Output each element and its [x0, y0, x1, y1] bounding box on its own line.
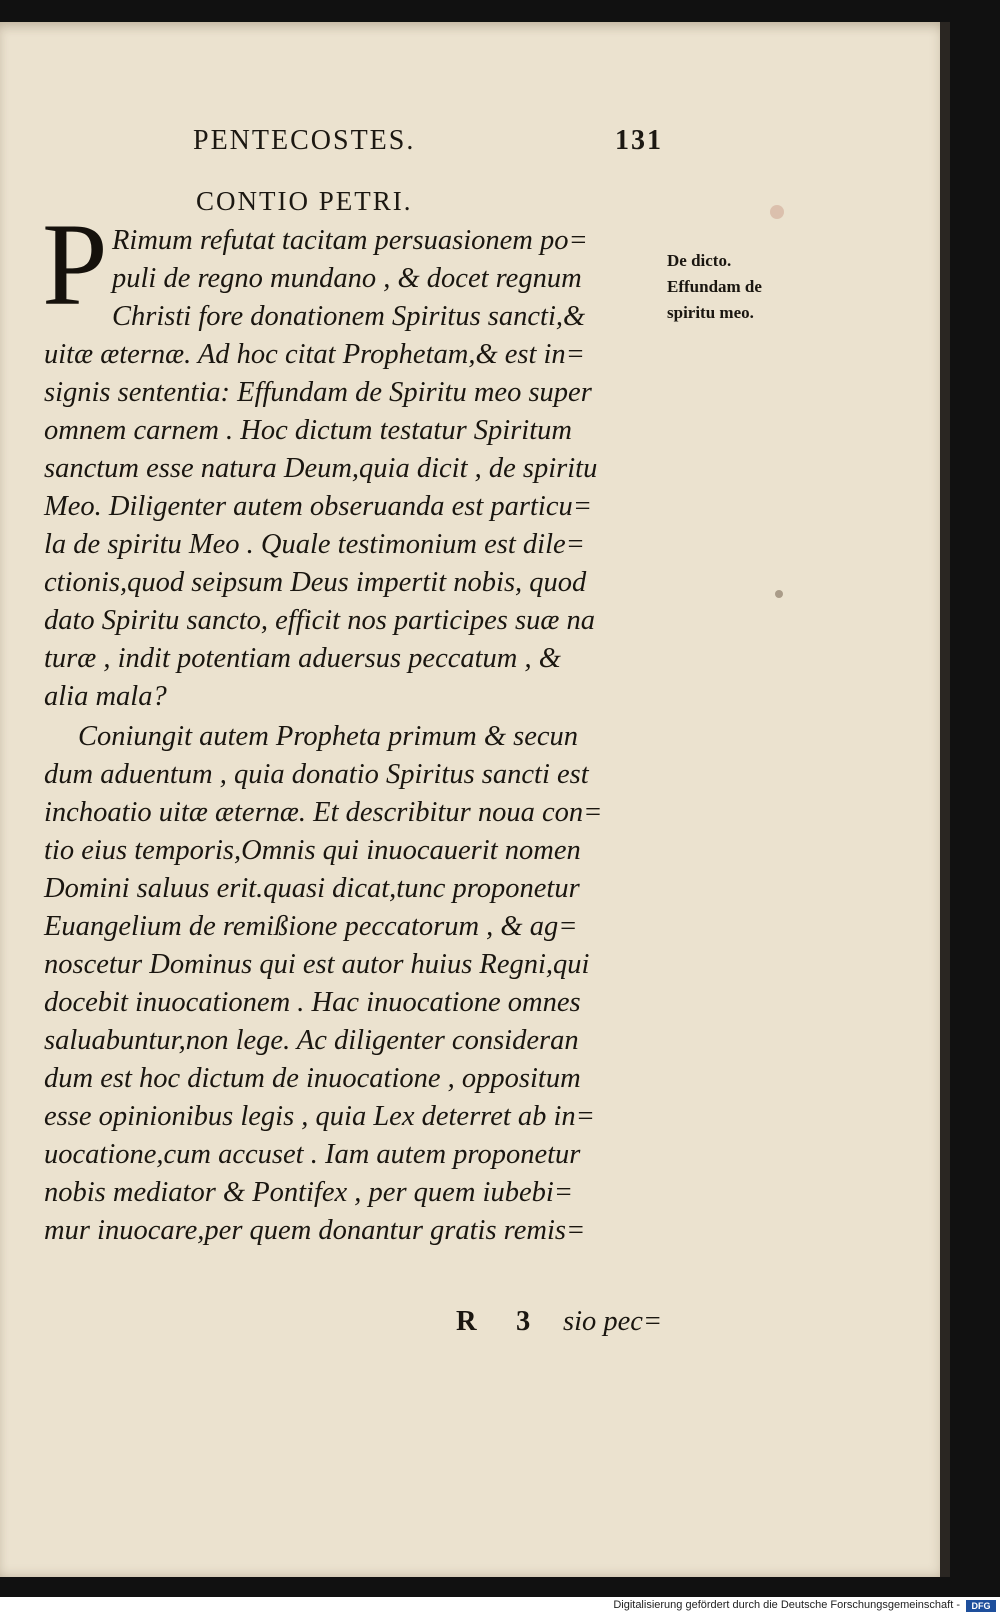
- margin-note-line: Effundam de: [667, 277, 762, 296]
- page-edge: [940, 22, 950, 1577]
- text-line: Euangelium de remißione peccatorum , & ag=: [44, 911, 578, 942]
- running-head: [193, 125, 663, 165]
- signature-number: 3: [516, 1306, 531, 1337]
- margin-note-line: De dicto.: [667, 251, 732, 270]
- text-line: puli de regno mundano , & docet regnum: [112, 263, 582, 294]
- text-line: Christi fore donationem Spiritus sancti,&: [112, 301, 586, 332]
- paper-stain: [775, 590, 783, 598]
- text-line: sanctum esse natura Deum,quia dicit , de spiritu: [44, 453, 598, 484]
- text-line: docebit inuocationem . Hac inuocatione omnes: [44, 987, 581, 1018]
- text-line: Domini saluus erit.quasi dicat,tunc proponetur: [44, 873, 580, 904]
- catchword: sio pec=: [563, 1306, 663, 1337]
- text-line: dum aduentum , quia donatio Spiritus sancti est: [44, 759, 589, 790]
- margin-note: [667, 248, 817, 326]
- text-line: dato Spiritu sancto, efficit nos participes suæ na: [44, 605, 595, 636]
- text-line: Meo. Diligenter autem obseruanda est particu=: [44, 491, 592, 522]
- text-line: alia mala?: [44, 681, 167, 712]
- text-line: ctionis,quod seipsum Deus impertit nobis, quod: [44, 567, 587, 598]
- page-number: 131: [615, 125, 663, 156]
- text-line: Coniungit autem Propheta primum & secun: [78, 721, 579, 752]
- text-line: saluabuntur,non lege. Ac diligenter consideran: [44, 1025, 579, 1056]
- text-line: noscetur Dominus qui est autor huius Regni,qui: [44, 949, 590, 980]
- text-line: esse opinionibus legis , quia Lex deterret ab in=: [44, 1101, 595, 1132]
- text-line: uitæ æternæ. Ad hoc citat Prophetam,& est in=: [44, 339, 585, 370]
- running-title: PENTECOSTES.: [193, 125, 416, 156]
- text-line: dum est hoc dictum de inuocatione , oppositum: [44, 1063, 581, 1094]
- text-line: turæ , indit potentiam aduersus peccatum , &: [44, 643, 561, 674]
- text-line: inchoatio uitæ æternæ. Et describitur noua con=: [44, 797, 603, 828]
- signature-mark: R: [456, 1306, 477, 1337]
- text-line: uocatione,cum accuset . Iam autem proponetur: [44, 1139, 581, 1170]
- text-line: nobis mediator & Pontifex , per quem iubebi=: [44, 1177, 573, 1208]
- text-line: mur inuocare,per quem donantur gratis remis=: [44, 1215, 586, 1246]
- paper-stain: [770, 205, 784, 219]
- text-line: tio eius temporis,Omnis qui inuocauerit nomen: [44, 835, 581, 866]
- section-title: CONTIO PETRI.: [196, 186, 413, 216]
- margin-note-line: spiritu meo.: [667, 303, 754, 322]
- text-line: la de spiritu Meo . Quale testimonium est dile=: [44, 529, 585, 560]
- text-line: Rimum refutat tacitam persuasionem po=: [112, 225, 588, 256]
- text-line: signis sententia: Effundam de Spiritu meo super: [44, 377, 592, 408]
- funding-credit: Digitalisierung gefördert durch die Deutsche Forschungsgemeinschaft -: [613, 1599, 960, 1611]
- dfg-logo: DFG: [966, 1600, 996, 1612]
- text-line: omnem carnem . Hoc dictum testatur Spiritum: [44, 415, 572, 446]
- drop-cap: P: [42, 199, 108, 330]
